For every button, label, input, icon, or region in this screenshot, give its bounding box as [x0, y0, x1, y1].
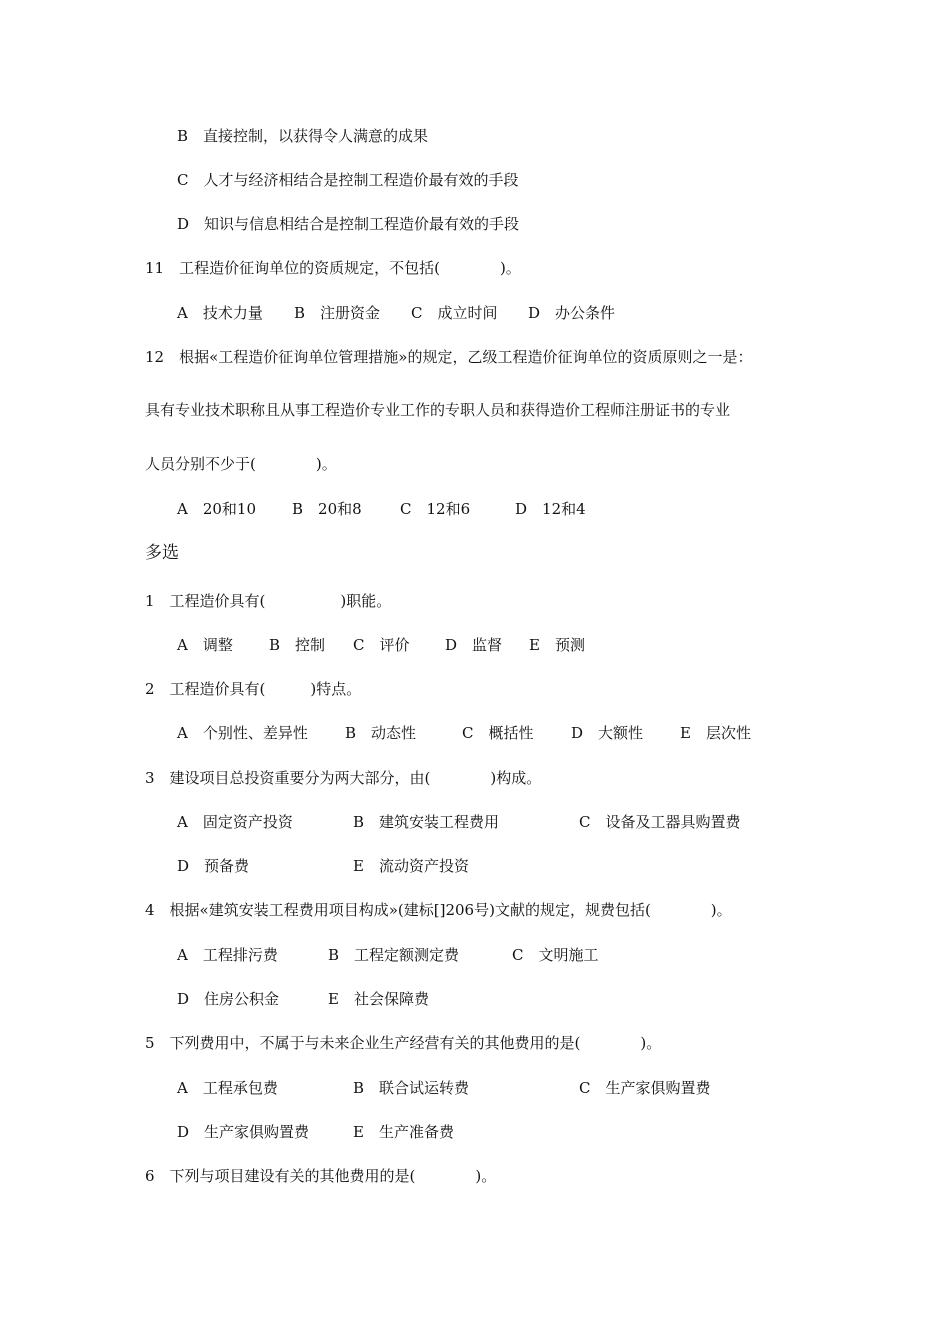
m2-option-d: D 大额性 — [571, 724, 644, 742]
option-b-line: B 直接控制，以获得令人满意的成果 — [177, 127, 429, 145]
q11-option-d: D 办公条件 — [528, 304, 616, 322]
m5-option-c: C 生产家俱购置费 — [579, 1079, 711, 1097]
m4-option-d: D 住房公积金 — [177, 990, 280, 1008]
m1-option-e: E 预测 — [529, 636, 585, 654]
q12-option-d: D 12和4 — [515, 500, 586, 518]
option-c-line: C 人才与经济相结合是控制工程造价最有效的手段 — [177, 171, 519, 189]
multi-question-2: 2 工程造价具有( )特点。 — [145, 680, 362, 698]
m5-option-e: E 生产准备费 — [353, 1123, 454, 1141]
m2-option-c: C 概括性 — [462, 724, 534, 742]
q12-option-c: C 12和6 — [400, 500, 471, 518]
m4-option-e: E 社会保障费 — [328, 990, 429, 1008]
multi-question-1: 1 工程造价具有( )职能。 — [145, 592, 392, 610]
question-12-line3: 人员分别不少于( )。 — [145, 455, 337, 473]
m1-option-c: C 评价 — [353, 636, 410, 654]
multi-question-5: 5 下列费用中，不属于与未来企业生产经营有关的其他费用的是( )。 — [145, 1034, 662, 1052]
m3-option-c: C 设备及工器具购置费 — [579, 813, 741, 831]
m2-option-e: E 层次性 — [680, 724, 751, 742]
m4-option-c: C 文明施工 — [512, 946, 599, 964]
q12-option-b: B 20和8 — [292, 500, 362, 518]
section-heading-multi: 多选 — [145, 543, 179, 563]
question-11: 11 工程造价征询单位的资质规定，不包括( )。 — [145, 259, 521, 277]
m4-option-a: A 工程排污费 — [177, 946, 278, 964]
m3-option-d: D 预备费 — [177, 857, 250, 875]
question-12-line2: 具有专业技术职称且从事工程造价专业工作的专职人员和获得造价工程师注册证书的专业 — [145, 401, 731, 419]
m5-option-b: B 联合试运转费 — [353, 1079, 470, 1097]
multi-question-6: 6 下列与项目建设有关的其他费用的是( )。 — [145, 1167, 497, 1185]
m5-option-d: D 生产家俱购置费 — [177, 1123, 310, 1141]
m3-option-a: A 固定资产投资 — [177, 813, 293, 831]
question-12-line1: 12 根据«工程造价征询单位管理措施»的规定，乙级工程造价征询单位的资质原则之一是： — [145, 348, 753, 366]
m1-option-d: D 监督 — [445, 636, 503, 654]
m1-option-a: A 调整 — [177, 636, 233, 654]
q12-option-a: A 20和10 — [177, 500, 257, 518]
q11-option-c: C 成立时间 — [411, 304, 498, 322]
m1-option-b: B 控制 — [269, 636, 326, 654]
q11-option-a: A 技术力量 — [177, 304, 263, 322]
m4-option-b: B 工程定额测定费 — [328, 946, 460, 964]
multi-question-4: 4 根据«建筑安装工程费用项目构成»(建标[]206号)文献的规定，规费包括( )。 — [145, 901, 732, 919]
m5-option-a: A 工程承包费 — [177, 1079, 278, 1097]
option-d-line: D 知识与信息相结合是控制工程造价最有效的手段 — [177, 215, 520, 233]
m2-option-a: A 个别性、差异性 — [177, 724, 308, 742]
multi-question-3: 3 建设项目总投资重要分为两大部分，由( )构成。 — [145, 769, 542, 787]
m3-option-e: E 流动资产投资 — [353, 857, 469, 875]
q11-option-b: B 注册资金 — [294, 304, 381, 322]
m2-option-b: B 动态性 — [345, 724, 417, 742]
m3-option-b: B 建筑安装工程费用 — [353, 813, 500, 831]
